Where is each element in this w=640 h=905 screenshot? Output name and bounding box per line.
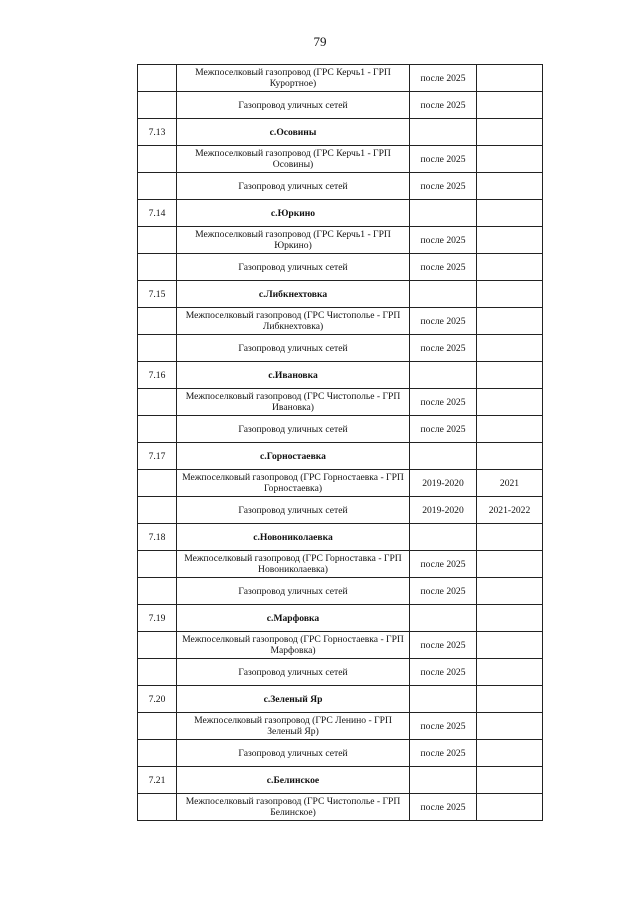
period-a-cell: после 2025 (410, 578, 477, 605)
row-number-cell (138, 389, 177, 416)
period-a-cell: после 2025 (410, 632, 477, 659)
period-b-cell (477, 740, 543, 767)
object-name-cell: Межпоселковый газопровод (ГРС Чистополье - ГРП Ивановка) (177, 389, 410, 416)
table-row (138, 659, 543, 686)
period-a-cell (410, 605, 477, 632)
period-a-cell: после 2025 (410, 227, 477, 254)
object-name-cell: Межпоселковый газопровод (ГРС Керчь1 - ГРП Осовины) (177, 146, 410, 173)
row-number-cell (138, 92, 177, 119)
period-a-cell: после 2025 (410, 173, 477, 200)
row-number-cell (138, 173, 177, 200)
settlement-name-cell: с.Либкнехтовка (177, 281, 410, 308)
row-number-cell: 7.13 (138, 119, 177, 146)
row-number-cell (138, 551, 177, 578)
table-row (138, 740, 543, 767)
period-a-cell (410, 281, 477, 308)
object-name-cell: Межпоселковый газопровод (ГРС Керчь1 - ГРП Курортное) (177, 65, 410, 92)
table-row (138, 632, 543, 659)
row-number-cell (138, 794, 177, 821)
period-b-cell (477, 443, 543, 470)
period-a-cell: после 2025 (410, 551, 477, 578)
row-number-cell (138, 740, 177, 767)
period-b-cell (477, 335, 543, 362)
table-row (138, 497, 543, 524)
period-b-cell (477, 65, 543, 92)
row-number-cell: 7.19 (138, 605, 177, 632)
row-number-cell: 7.15 (138, 281, 177, 308)
object-name-cell: Газопровод уличных сетей (177, 254, 410, 281)
object-name-cell: Межпоселковый газопровод (ГРС Ленино - ГРП Зеленый Яр) (177, 713, 410, 740)
period-b-cell (477, 524, 543, 551)
settlement-row (138, 605, 543, 632)
settlement-row (138, 119, 543, 146)
period-a-cell: после 2025 (410, 794, 477, 821)
settlement-row (138, 443, 543, 470)
table-row (138, 416, 543, 443)
period-b-cell (477, 389, 543, 416)
settlement-name-cell: с.Зеленый Яр (177, 686, 410, 713)
period-a-cell: после 2025 (410, 254, 477, 281)
table-row (138, 713, 543, 740)
object-name-cell: Межпоселковый газопровод (ГРС Горностаевка - ГРП Марфовка) (177, 632, 410, 659)
period-b-cell (477, 578, 543, 605)
row-number-cell (138, 254, 177, 281)
period-a-cell (410, 362, 477, 389)
period-a-cell: после 2025 (410, 308, 477, 335)
row-number-cell (138, 335, 177, 362)
period-b-cell (477, 227, 543, 254)
period-b-cell (477, 713, 543, 740)
period-a-cell: после 2025 (410, 65, 477, 92)
period-b-cell (477, 308, 543, 335)
table-row (138, 551, 543, 578)
period-a-cell: после 2025 (410, 740, 477, 767)
object-name-cell: Газопровод уличных сетей (177, 497, 410, 524)
settlement-name-cell: с.Ивановка (177, 362, 410, 389)
table-row (138, 794, 543, 821)
object-name-cell: Газопровод уличных сетей (177, 335, 410, 362)
period-b-cell (477, 200, 543, 227)
table-row (138, 578, 543, 605)
settlement-name-cell: с.Новониколаевка (177, 524, 410, 551)
settlement-name-cell: с.Юркино (177, 200, 410, 227)
page-number: 79 (313, 34, 327, 49)
period-b-cell (477, 281, 543, 308)
row-number-cell: 7.21 (138, 767, 177, 794)
table-row (138, 335, 543, 362)
period-b-cell (477, 254, 543, 281)
settlement-name-cell: с.Горностаевка (177, 443, 410, 470)
object-name-cell: Межпоселковый газопровод (ГРС Чистополье - ГРП Либкнехтовка) (177, 308, 410, 335)
row-number-cell (138, 146, 177, 173)
period-b-cell (477, 146, 543, 173)
row-number-cell (138, 470, 177, 497)
period-b-cell (477, 632, 543, 659)
period-a-cell (410, 686, 477, 713)
period-a-cell: после 2025 (410, 659, 477, 686)
row-number-cell (138, 659, 177, 686)
object-name-cell: Межпоселковый газопровод (ГРС Горностаевка - ГРП Горностаевка) (177, 470, 410, 497)
table-row (138, 173, 543, 200)
period-a-cell (410, 443, 477, 470)
settlement-name-cell: с.Белинское (177, 767, 410, 794)
table-row (138, 308, 543, 335)
table-row (138, 92, 543, 119)
table-row (138, 146, 543, 173)
period-a-cell: после 2025 (410, 713, 477, 740)
settlement-name-cell: с.Марфовка (177, 605, 410, 632)
period-a-cell (410, 524, 477, 551)
object-name-cell: Газопровод уличных сетей (177, 578, 410, 605)
settlement-name-cell: с.Осовины (177, 119, 410, 146)
object-name-cell: Газопровод уличных сетей (177, 416, 410, 443)
object-name-cell: Межпоселковый газопровод (ГРС Горноставка - ГРП Новониколаевка) (177, 551, 410, 578)
period-b-cell (477, 362, 543, 389)
period-a-cell: после 2025 (410, 416, 477, 443)
object-name-cell: Межпоселковый газопровод (ГРС Керчь1 - ГРП Юркино) (177, 227, 410, 254)
period-a-cell (410, 119, 477, 146)
table-row (138, 227, 543, 254)
period-a-cell: после 2025 (410, 146, 477, 173)
settlement-row (138, 200, 543, 227)
row-number-cell (138, 308, 177, 335)
object-name-cell: Газопровод уличных сетей (177, 740, 410, 767)
row-number-cell (138, 416, 177, 443)
period-a-cell: после 2025 (410, 92, 477, 119)
settlement-row (138, 524, 543, 551)
row-number-cell (138, 713, 177, 740)
settlement-row (138, 281, 543, 308)
period-a-cell: после 2025 (410, 389, 477, 416)
row-number-cell: 7.18 (138, 524, 177, 551)
settlement-row (138, 362, 543, 389)
object-name-cell: Газопровод уличных сетей (177, 659, 410, 686)
period-b-cell (477, 686, 543, 713)
row-number-cell (138, 227, 177, 254)
object-name-cell: Газопровод уличных сетей (177, 173, 410, 200)
object-name-cell: Газопровод уличных сетей (177, 92, 410, 119)
period-a-cell: после 2025 (410, 335, 477, 362)
object-name-cell: Межпоселковый газопровод (ГРС Чистополье - ГРП Белинское) (177, 794, 410, 821)
table-row (138, 254, 543, 281)
period-b-cell (477, 794, 543, 821)
row-number-cell: 7.16 (138, 362, 177, 389)
row-number-cell: 7.20 (138, 686, 177, 713)
period-b-cell: 2021-2022 (477, 497, 543, 524)
row-number-cell (138, 65, 177, 92)
row-number-cell: 7.14 (138, 200, 177, 227)
period-b-cell (477, 659, 543, 686)
period-b-cell (477, 416, 543, 443)
settlement-row (138, 686, 543, 713)
period-a-cell: 2019-2020 (410, 470, 477, 497)
period-b-cell (477, 551, 543, 578)
gas-pipeline-table (137, 64, 543, 821)
period-a-cell (410, 200, 477, 227)
table-row (138, 65, 543, 92)
table-row (138, 470, 543, 497)
period-b-cell (477, 119, 543, 146)
period-b-cell (477, 173, 543, 200)
period-a-cell: 2019-2020 (410, 497, 477, 524)
period-b-cell: 2021 (477, 470, 543, 497)
row-number-cell (138, 578, 177, 605)
row-number-cell (138, 632, 177, 659)
settlement-row (138, 767, 543, 794)
period-b-cell (477, 767, 543, 794)
period-b-cell (477, 92, 543, 119)
period-b-cell (477, 605, 543, 632)
period-a-cell (410, 767, 477, 794)
row-number-cell: 7.17 (138, 443, 177, 470)
row-number-cell (138, 497, 177, 524)
table-row (138, 389, 543, 416)
